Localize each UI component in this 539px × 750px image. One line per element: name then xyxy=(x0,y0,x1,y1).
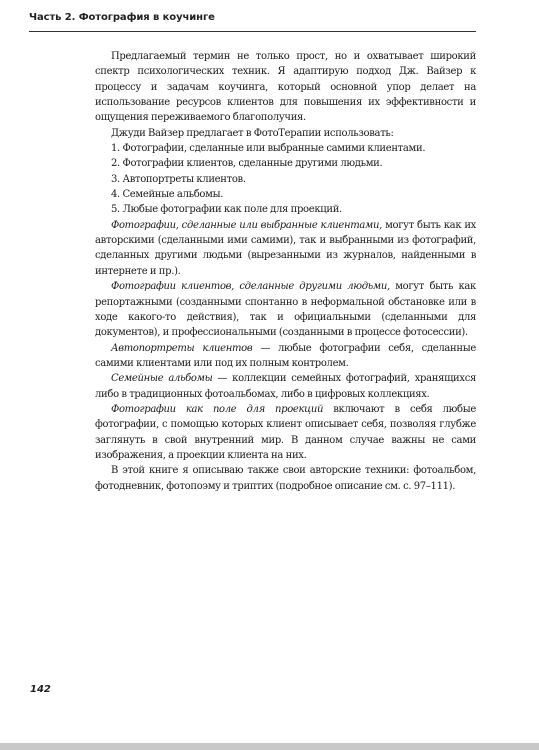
list-item: 5. Любые фотографии как поле для проекций. xyxy=(111,204,342,216)
paragraph-intro: Предлагаемый термин не только прост, но и охватывает широкий спектр психологических техник. Я адаптирую подход Дж. Вайзер к процессу и задачам коучинга, который основной упор делает на использование ресурсов клиентов для повышения их эффективности и ощущения переживаемого благополучия. xyxy=(95,51,476,124)
paragraph-photos-by-others xyxy=(95,279,476,340)
paragraph-own-photos xyxy=(95,218,476,279)
paragraph-text: включают в себя любые фотографии, с помощью которых клиент описывает себя, позволяя глубже заглянуть в свой внутренний мир. В данном случае важны не сами изображения, а проекции клиента на них. xyxy=(95,403,476,461)
paragraph-self-portraits xyxy=(95,341,476,372)
paragraph-text: могут быть как репортажными (созданными спонтанно в неформальной обстановке или в ходе какого-то действия), так и официальными (сделанными для документов), и профессиональными (созданными в процессе фотосессии). xyxy=(95,281,476,339)
list-item: 1. Фотографии, сделанные или выбранные самими клиентами. xyxy=(111,143,426,155)
paragraph-text: могут быть как их авторскими (сделанными ими самими), так и выбранными из фотографий, сделанных другими людьми (вырезанными из журналов, найденными в интернете и пр.). xyxy=(95,219,476,277)
list-item: 4. Семейные альбомы. xyxy=(111,189,224,201)
page-edge xyxy=(0,743,539,750)
paragraph-author-techniques: В этой книге я описываю также свои авторские техники: фотоальбом, фотодневник, фотопоэму и триптих (подробное описание см. с. 97–111). xyxy=(95,465,476,492)
running-header: Часть 2. Фотография в коучинге xyxy=(29,12,215,23)
list-item: 3. Автопортреты клиентов. xyxy=(111,173,246,185)
paragraph-text: — коллекции семейных фотографий, хранящихся либо в традиционных фотоальбомах, либо в цифровых коллекциях. xyxy=(95,373,476,400)
list-item: 2. Фотографии клиентов, сделанные другими людьми. xyxy=(111,158,383,170)
paragraph-projections xyxy=(95,402,476,463)
paragraph-family-albums xyxy=(95,371,476,402)
term-self-portraits: Автопортреты клиентов xyxy=(111,342,253,354)
term-own-photos: Фотографии, сделанные или выбранные клиентами, xyxy=(111,219,382,231)
term-photos-by-others: Фотографии клиентов, сделанные другими людьми, xyxy=(111,281,390,293)
term-projections: Фотографии как поле для проекций xyxy=(111,403,324,415)
paragraph-text: — любые фотографии себя, сделанные самими клиентами или под их полным контролем. xyxy=(95,342,476,369)
paragraph-list-lead: Джуди Вайзер предлагает в ФотоТерапии использовать: xyxy=(111,127,394,139)
body-text xyxy=(95,49,476,494)
page-number: 142 xyxy=(30,684,51,695)
header-rule xyxy=(29,31,476,32)
term-family-albums: Семейные альбомы xyxy=(111,373,213,385)
